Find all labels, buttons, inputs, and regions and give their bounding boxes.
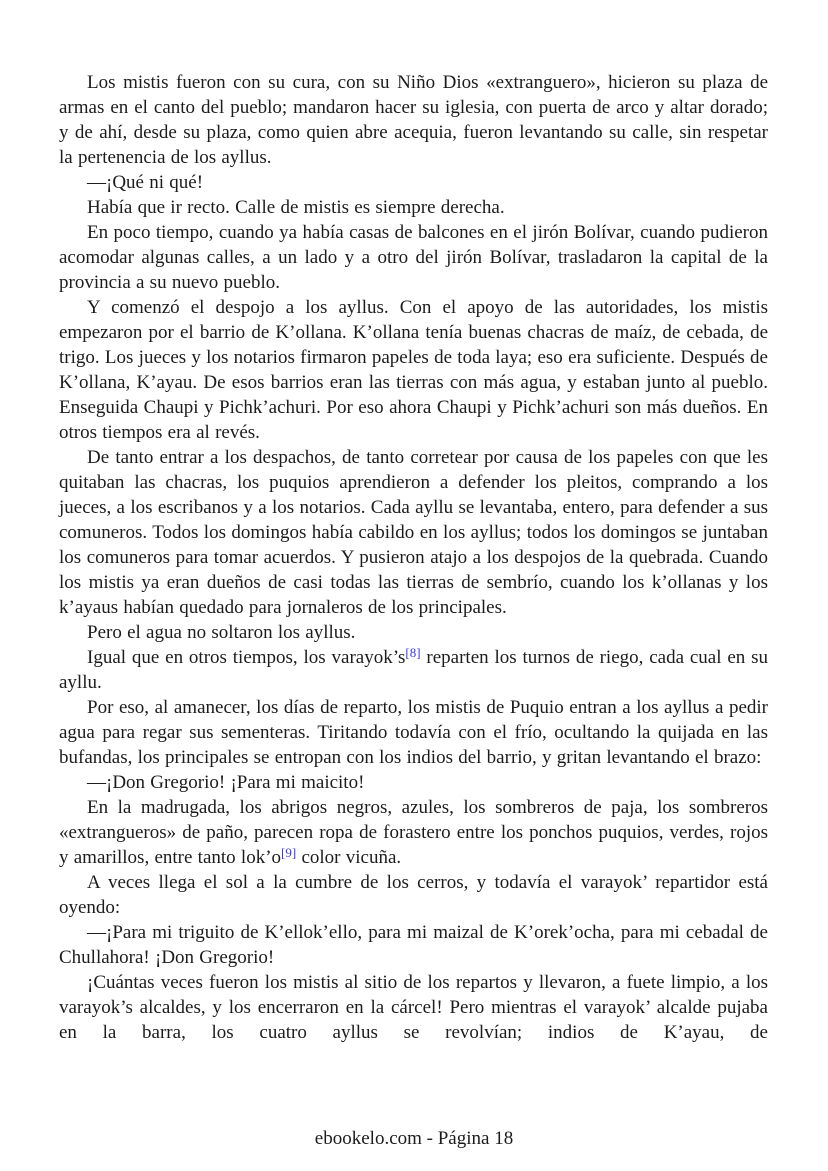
paragraph: De tanto entrar a los despachos, de tanto corretear por causa de los papeles con que les quitaban las chacras, los puquios aprendieron a defender los pleitos, comprando a los jueces, a los escribanos y a los notarios. Cada ayllu se levantaba, entero, para defender a sus comuneros. Todos los domingos había cabildo en los ayllus; todos los domingos se juntaban los comuneros para tomar acuerdos. Y pusieron atajo a los despojos de la quebrada. Cuando los mistis ya eran dueños de casi todas las tierras de sembrío, cuando los k’ollanas y los k’ayaus habían quedado para jornaleros de los principales. [59, 447, 768, 618]
paragraph: —¡Para mi triguito de K’ellok’ello, para mi maizal de K’orek’ocha, para mi cebadal de Chullahora! ¡Don Gregorio! [59, 922, 768, 968]
page-footer [0, 1126, 828, 1151]
footer-text: ebookelo.com - Página 18 [314, 1128, 514, 1149]
paragraph: —¡Don Gregorio! ¡Para mi maicito! [87, 772, 365, 793]
paragraph: Por eso, al amanecer, los días de reparto, los mistis de Puquio entran a los ayllus a pedir agua para regar sus sementeras. Tiritando todavía con el frío, ocultando la quijada en las bufandas, los principales se entropan con los indios del barrio, y gritan levantando el brazo: [59, 697, 768, 768]
paragraph: A veces llega el sol a la cumbre de los cerros, y todavía el varayok’ repartidor está oyendo: [59, 872, 768, 918]
paragraph: Había que ir recto. Calle de mistis es siempre derecha. [87, 197, 505, 218]
paragraph: En poco tiempo, cuando ya había casas de balcones en el jirón Bolívar, cuando pudieron acomodar algunas calles, a un lado y a otro del jirón Bolívar, trasladaron la capital de la provincia a su nuevo pueblo. [59, 222, 768, 293]
paragraph: Los mistis fueron con su cura, con su Niño Dios «extranguero», hicieron su plaza de armas en el canto del pueblo; mandaron hacer su iglesia, con puerta de arco y altar dorado; y de ahí, desde su plaza, como quien abre acequia, fueron levantando su calle, sin respetar la pertenencia de los ayllus. [59, 72, 768, 168]
page-text [59, 70, 768, 1045]
paragraph: Pero el agua no soltaron los ayllus. [87, 622, 356, 643]
paragraph: Y comenzó el despojo a los ayllus. Con el apoyo de las autoridades, los mistis empezaron por el barrio de K’ollana. K’ollana tenía buenas chacras de maíz, de cebada, de trigo. Los jueces y los notarios firmaron papeles de toda laya; eso era suficiente. Después de K’ollana, K’ayau. De esos barrios eran las tierras con más agua, y estaban junto al pueblo. Enseguida Chaupi y Pichk’achuri. Por eso ahora Chaupi y Pichk’achuri son más dueños. En otros tiempos era al revés. [59, 297, 768, 443]
footnote-ref[interactable]: [8] [405, 645, 421, 660]
paragraph: En la madrugada, los abrigos negros, azules, los sombreros de paja, los sombreros «extrangueros» de paño, parecen ropa de forastero entre los ponchos puquios, verdes, rojos y amarillos, entre tanto lok’o[9] color vicuña. [59, 797, 768, 868]
paragraph: —¡Qué ni qué! [87, 172, 204, 193]
paragraph: Igual que en otros tiempos, los varayok’s[8] reparten los turnos de riego, cada cual en su ayllu. [59, 645, 768, 693]
paragraph: ¡Cuántas veces fueron los mistis al sitio de los repartos y llevaron, a fuete limpio, a los varayok’s alcaldes, y los encerraron en la cárcel! Pero mientras el varayok’ alcalde pujaba en la barra, los cuatro ayllus se revolvían; indios de K’ayau, de [59, 972, 768, 1043]
footnote-ref[interactable]: [9] [281, 845, 297, 860]
